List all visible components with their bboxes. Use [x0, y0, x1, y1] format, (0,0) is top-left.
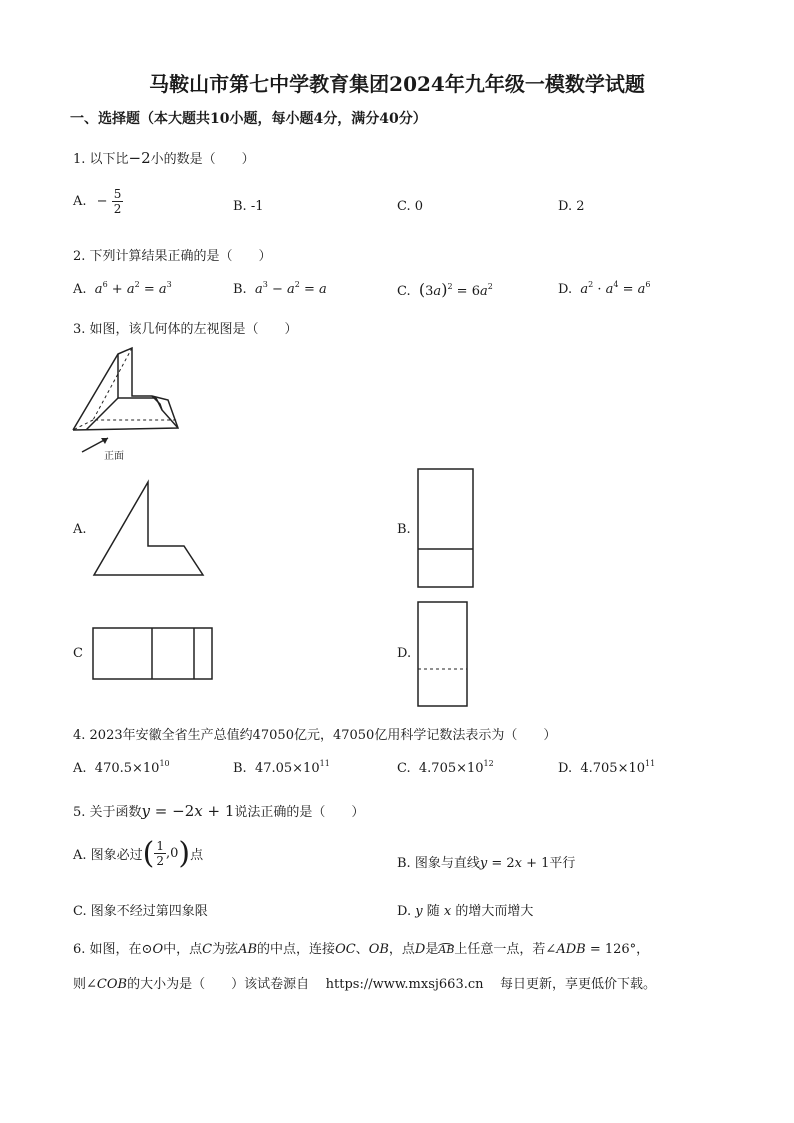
question-1-option-d[interactable]: D. 2 [558, 199, 585, 214]
question-5-option-b[interactable]: B. 图象与直线y = 2x + 1平行 [397, 856, 576, 871]
question-5-option-a[interactable]: A. 图象必过( $\frac{1}{2}$ ,0)点 [73, 836, 204, 871]
question-3-option-d-label[interactable]: D. [397, 646, 412, 661]
question-2-stem: 2. 下列计算结果正确的是（ ） [73, 249, 272, 264]
question-5-stem: 5. 关于函数y = −2x + 1说法正确的是（ ） [73, 802, 365, 820]
question-3-option-c-figure[interactable] [92, 627, 214, 681]
question-6-stem-line-1: 6. 如图，在⊙O中，点C为弦AB的中点，连接OC、OB，点D是AB上任意一点，若∠ADB = 126°， [73, 942, 650, 957]
question-3-option-a-label[interactable]: A. [73, 522, 87, 537]
question-1-option-c[interactable]: C. 0 [397, 199, 424, 214]
arc-ab: AB [438, 943, 455, 956]
question-2-option-c[interactable]: C. $(3a)^2 = 6a^2$ [397, 280, 493, 299]
question-3-option-b-figure[interactable] [417, 468, 475, 590]
fraction: $\frac{5}{2}$ [113, 187, 122, 216]
question-3-option-d-figure[interactable] [417, 601, 469, 709]
front-label: 正面 [104, 451, 124, 462]
section-heading: 一、选择题（本大题共10小题，每小题4分，满分40分） [70, 111, 427, 127]
question-3-stem: 3. 如图，该几何体的左视图是（ ） [73, 322, 298, 337]
question-1-stem: 1. 以下比−2小的数是（ ） [73, 149, 255, 167]
question-3-option-c-label[interactable]: C [73, 646, 83, 661]
question-5-option-c[interactable]: C. 图象不经过第四象限 [73, 904, 208, 919]
question-2-option-b[interactable]: B. $a^3 - a^2 = a$ [233, 280, 327, 297]
question-4-option-c[interactable]: C. $4.705\times 10^{12}$ [397, 759, 494, 776]
question-4-option-a[interactable]: A. $470.5\times 10^{10}$ [73, 759, 170, 776]
source-link[interactable]: https://www.mxsj663.cn [325, 977, 484, 992]
fraction: $\frac{1}{2}$ [156, 839, 165, 868]
solid-figure [68, 344, 188, 464]
question-3-option-a-figure[interactable] [92, 480, 207, 580]
question-6-stem-line-2: 则∠COB的大小为是（ ）该试卷源自 https://www.mxsj663.cn 每日更新，享更低价下载。 [73, 977, 657, 992]
question-4-option-d[interactable]: D. $4.705\times 10^{11}$ [558, 759, 656, 776]
question-4-option-b[interactable]: B. $47.05\times 10^{11}$ [233, 759, 330, 776]
question-1-option-a[interactable]: A. − $\frac{5}{2}$ [73, 187, 122, 216]
question-3-option-b-label[interactable]: B. [397, 522, 411, 537]
page-title: 马鞍山市第七中学教育集团2024年九年级一模数学试题 [149, 72, 645, 96]
question-4-stem: 4. 2023年安徽全省生产总值约47050亿元，47050亿用科学记数法表示为（ ） [73, 728, 557, 743]
question-5-option-d[interactable]: D. y 随 x 的增大而增大 [397, 904, 534, 919]
question-1-option-b[interactable]: B. -1 [233, 199, 264, 214]
question-2-option-a[interactable]: A. $a^6 + a^2 = a^3$ [73, 280, 172, 297]
question-2-option-d[interactable]: D. $a^2 \cdot a^4 = a^6$ [558, 280, 651, 297]
